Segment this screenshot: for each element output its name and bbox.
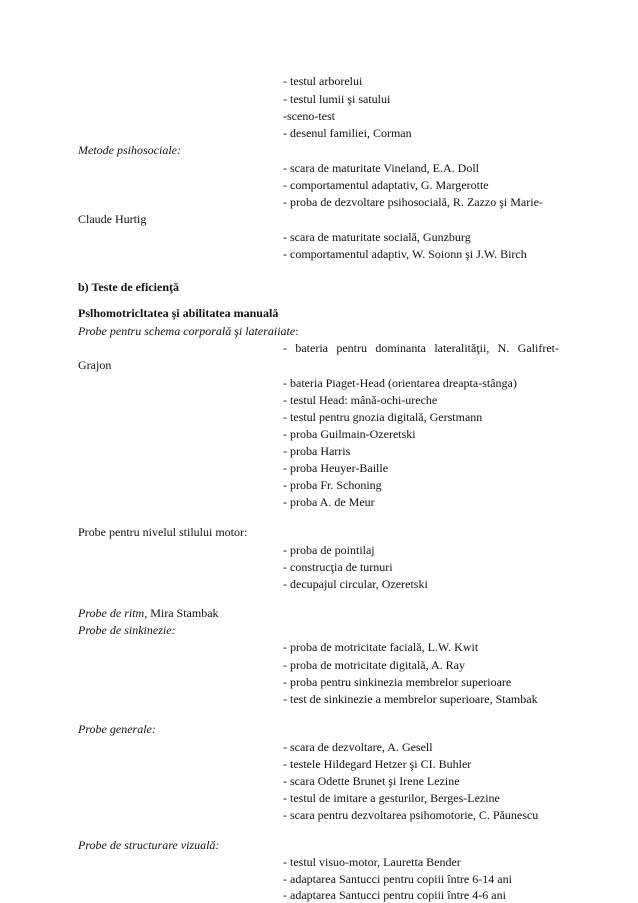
text-line: - testul Head: mână-ochi-ureche [283, 393, 438, 407]
text-line: - proba de dezvoltare psihosocială, R. Zazzo şi Marie- [283, 195, 543, 209]
label-colon: : [295, 324, 299, 338]
text-line: - test de sinkinezie a membrelor superioare, Stambak [283, 692, 538, 706]
text-line: -sceno-test [283, 109, 335, 123]
section-label: Probe de structurare vizuală: [78, 838, 220, 852]
text-line: - testul visuo-motor, Lauretta Bender [283, 855, 461, 869]
text-line: - scara de maturitate Vineland, E.A. Doll [283, 161, 479, 175]
label-italic: Probe pentru schema corporală şi lateraiiate [78, 324, 296, 338]
text-line: - scara pentru dezvoltarea psihomotorie, C. Păunescu [283, 808, 539, 822]
text-line: - proba Harris [283, 444, 351, 458]
text-line: - testul de imitare a gesturilor, Berges-Lezine [283, 791, 500, 805]
text-line: - proba de motricitate digitală, A. Ray [283, 658, 465, 672]
section-label: Probe pentru nivelul stilului motor: [78, 525, 248, 539]
section-label: Probe generale: [78, 722, 156, 736]
text-line: - adaptarea Santucci pentru copiii între 4-6 ani [283, 888, 506, 902]
section-label [78, 324, 299, 338]
text-line: - testul pentru gnozia digitală, Gerstmann [283, 410, 483, 424]
section-label: Metode psihosociale: [78, 143, 181, 157]
text-line: - bateria pentru dominanta lateralităţii, N. Galifret- [283, 341, 559, 355]
label-author: Mira Stambak [147, 606, 219, 620]
text-line: - proba pentru sinkinezia membrelor superioare [283, 675, 512, 689]
text-line: - scara Odette Brunet şi Irene Lezine [283, 774, 460, 788]
text-line: - construcţia de turnuri [283, 560, 393, 574]
section-heading: b) Teste de eficienţă [78, 280, 179, 294]
text-line: - decupajul circular, Ozeretski [283, 577, 428, 591]
text-line: - proba Heuyer-Baille [283, 461, 389, 475]
text-line: - proba A. de Meur [283, 495, 375, 509]
text-line: - proba de pointilaj [283, 543, 375, 557]
text-line: - testul lumii şi satului [283, 92, 391, 106]
label-italic: Probe de ritm, [78, 606, 148, 620]
text-line: - scara de maturitate socială, Gunzburg [283, 230, 471, 244]
text-line: - testele Hildegard Hetzer şi CI. Buhler [283, 757, 472, 771]
text-line: - bateria Piaget-Head (orientarea dreapta-stânga) [283, 376, 517, 390]
text-line: - proba de motricitate facială, L.W. Kwit [283, 640, 479, 654]
section-label [78, 606, 219, 620]
text-line: Claude Hurtig [78, 212, 147, 226]
text-line: - comportamentul adaptativ, G. Margerotte [283, 178, 489, 192]
text-line: - testul arborelui [283, 74, 363, 88]
text-line: - desenul familiei, Corman [283, 126, 412, 140]
text-line: - scara de dezvoltare, A. Gesell [283, 740, 433, 754]
text-line: Grajon [78, 358, 112, 372]
section-label: Probe de sinkinezie: [78, 623, 176, 637]
text-line: - proba Guilmain-Ozeretski [283, 427, 416, 441]
text-line: - comportamentul adaptiv, W. Soionn şi J.W. Birch [283, 247, 527, 261]
text-line: - adaptarea Santucci pentru copiii între 6-14 ani [283, 872, 512, 886]
text-line: - proba Fr. Schoning [283, 478, 382, 492]
subsection-heading: Pslhomotricltatea şi abilitatea manuală [78, 306, 279, 320]
